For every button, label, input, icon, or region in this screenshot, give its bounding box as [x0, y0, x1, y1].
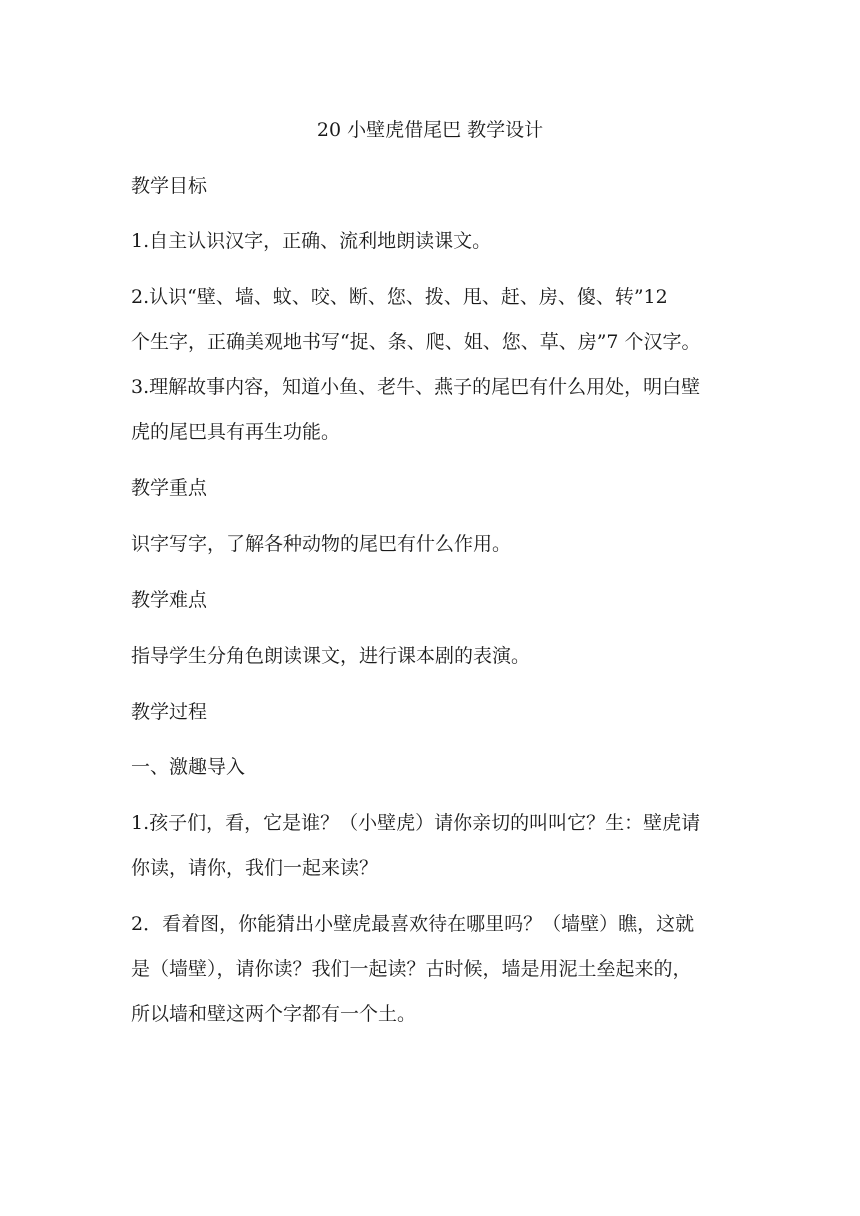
key-points-heading: 教学重点: [131, 477, 208, 499]
goals-heading: 教学目标: [131, 175, 208, 197]
difficulty-text: 指导学生分角色朗读课文，进行课本剧的表演。: [131, 645, 531, 667]
goal-1: 1.自主认识汉字，正确、流利地朗读课文。: [131, 230, 492, 252]
step-2-line-1: 2．看着图，你能猜出小壁虎最喜欢待在哪里吗？（墙壁）瞧，这就: [131, 913, 695, 935]
document-title: 20 小壁虎借尾巴 教学设计: [316, 119, 544, 141]
step-2-line-3: 所以墙和壁这两个字都有一个土。: [131, 1003, 417, 1025]
step-1-line-2: 你读，请你，我们一起来读？: [131, 857, 379, 879]
goal-2-line-2: 个生字，正确美观地书写“捉、条、爬、姐、您、草、房”7 个汉字。: [131, 331, 701, 353]
section-1-heading: 一、激趣导入: [131, 756, 246, 778]
step-1-line-1: 1.孩子们，看，它是谁？（小壁虎）请你亲切的叫叫它？生：壁虎请: [131, 812, 701, 834]
difficulty-heading: 教学难点: [131, 589, 208, 611]
process-heading: 教学过程: [131, 701, 208, 723]
goal-3-line-2: 虎的尾巴具有再生功能。: [131, 421, 341, 443]
goal-2-line-1: 2.认识“壁、墙、蚊、咬、断、您、拨、甩、赶、房、傻、转”12: [131, 286, 668, 308]
step-2-line-2: 是（墙壁），请你读？我们一起读？古时候，墙是用泥土垒起来的，: [131, 958, 692, 980]
key-points-text: 识字写字，了解各种动物的尾巴有什么作用。: [131, 533, 512, 555]
goal-3-line-1: 3.理解故事内容，知道小鱼、老牛、燕子的尾巴有什么用处，明白壁: [131, 376, 701, 398]
